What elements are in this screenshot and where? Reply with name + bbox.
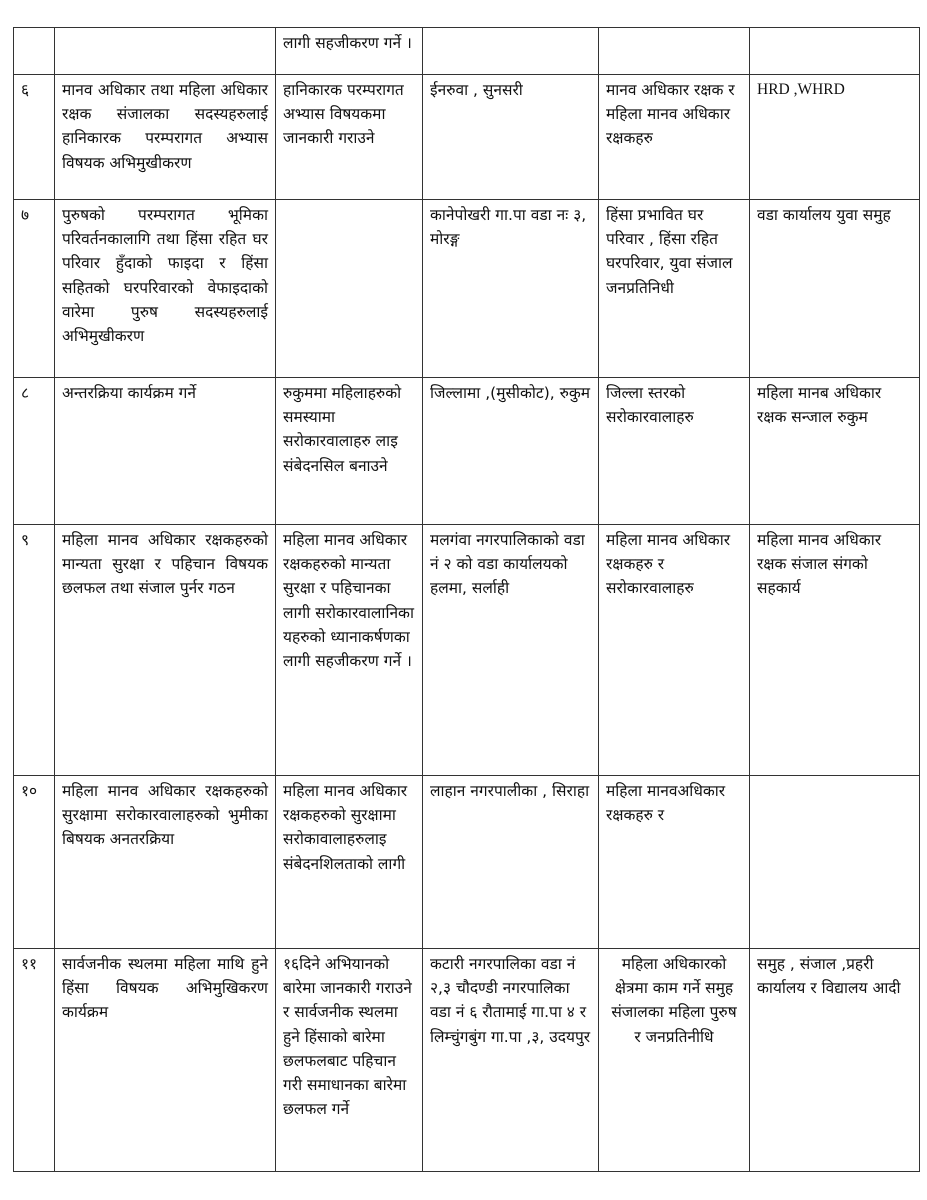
target-group-cell: जिल्ला स्तरको सरोकारवालाहरु	[599, 378, 750, 525]
row-number: ८	[14, 378, 55, 525]
row-number	[14, 28, 55, 75]
location-cell: कानेपोखरी गा.पा वडा नः ३, मोरङ्ग	[423, 200, 599, 378]
target-group-cell	[599, 28, 750, 75]
location-cell: जिल्लामा ,(मुसीकोट), रुकुम	[423, 378, 599, 525]
activity-table	[13, 27, 920, 1172]
activity-cell	[55, 28, 276, 75]
table-row	[14, 28, 920, 75]
partner-cell: वडा कार्यालय युवा समुह	[750, 200, 920, 378]
location-cell	[423, 28, 599, 75]
partner-cell	[750, 776, 920, 949]
purpose-cell: लागी सहजीकरण गर्ने ।	[276, 28, 423, 75]
row-number: ९	[14, 525, 55, 776]
location-cell: ईनरुवा , सुनसरी	[423, 75, 599, 200]
target-group-cell: मानव अधिकार रक्षक र महिला मानव अधिकार रक्षकहरु	[599, 75, 750, 200]
partner-cell: HRD ,WHRD	[750, 75, 920, 200]
table-row	[14, 75, 920, 200]
row-number: १०	[14, 776, 55, 949]
target-group-cell: महिला मानवअधिकार रक्षकहरु र	[599, 776, 750, 949]
purpose-cell: महिला मानव अधिकार रक्षकहरुको मान्यता सुरक्षा र पहिचानका लागी सरोकारवालानिका यहरुको ध्यानाकर्षणका लागी सहजीकरण गर्ने ।	[276, 525, 423, 776]
target-group-cell: हिंसा प्रभावित घर परिवार , हिंसा रहित घरपरिवार, युवा संजाल जनप्रतिनिधी	[599, 200, 750, 378]
location-cell: मलगंवा नगरपालिकाको वडा नं २ को वडा कार्यालयको हलमा, सर्लाही	[423, 525, 599, 776]
row-number: ६	[14, 75, 55, 200]
row-number: ७	[14, 200, 55, 378]
purpose-cell: १६दिने अभियानको बारेमा जानकारी गराउने र सार्वजनीक स्थलमा हुने हिंसाको बारेमा छलफलबाट पहिचान गरी समाधानका बारेमा छलफल गर्ने	[276, 949, 423, 1172]
table-row	[14, 378, 920, 525]
activity-cell: महिला मानव अधिकार रक्षकहरुको मान्यता सुरक्षा र पहिचान विषयक छलफल तथा संजाल पुर्नर गठन	[55, 525, 276, 776]
table-row	[14, 776, 920, 949]
partner-cell: समुह , संजाल ,प्रहरी कार्यालय र विद्यालय आदी	[750, 949, 920, 1172]
table-row	[14, 525, 920, 776]
activity-cell: सार्वजनीक स्थलमा महिला माथि हुने हिंसा विषयक अभिमुखिकरण कार्यक्रम	[55, 949, 276, 1172]
location-cell: लाहान नगरपालीका , सिराहा	[423, 776, 599, 949]
row-number: ११	[14, 949, 55, 1172]
target-group-cell: महिला मानव अधिकार रक्षकहरु र सरोकारवालाहरु	[599, 525, 750, 776]
activity-cell: मानव अधिकार तथा महिला अधिकार रक्षक संजालका सदस्यहरुलाई हानिकारक परम्परागत अभ्यास विषयक अभिमुखीकरण	[55, 75, 276, 200]
table-row	[14, 200, 920, 378]
partner-cell: महिला मानव अधिकार रक्षक संजाल संगको सहकार्य	[750, 525, 920, 776]
activity-cell: अन्तरक्रिया कार्यक्रम गर्ने	[55, 378, 276, 525]
partner-cell	[750, 28, 920, 75]
purpose-cell	[276, 200, 423, 378]
activity-cell: पुरुषको परम्परागत भूमिका परिवर्तनकालागि तथा हिंसा रहित घर परिवार हुँदाको फाइदा र हिंसा सहितको घरपरिवारको वेफाइदाको वारेमा पुरुष सदस्यहरुलाई अभिमुखीकरण	[55, 200, 276, 378]
partner-cell: महिला मानब अधिकार रक्षक सन्जाल रुकुम	[750, 378, 920, 525]
target-group-cell: महिला अधिकारको क्षेत्रमा काम गर्ने समुह संजालका महिला पुरुष र जनप्रतिनीधि	[599, 949, 750, 1172]
location-cell: कटारी नगरपालिका वडा नं २,३ चौदण्डी नगरपालिका वडा नं ६ रौतामाई गा.पा ४ र लिम्चुंगबुंग गा.पा ,३, उदयपुर	[423, 949, 599, 1172]
purpose-cell: हानिकारक परम्परागत अभ्यास विषयकमा जानकारी गराउने	[276, 75, 423, 200]
activity-cell: महिला मानव अधिकार रक्षकहरुको सुरक्षामा सरोकारवालाहरुको भुमीका बिषयक अनतरक्रिया	[55, 776, 276, 949]
table-row	[14, 949, 920, 1172]
purpose-cell: महिला मानव अधिकार रक्षकहरुको सुरक्षामा सरोकावालाहरुलाइ संबेदनशिलताको लागी	[276, 776, 423, 949]
purpose-cell: रुकुममा महिलाहरुको समस्यामा सरोकारवालाहरु लाइ संबेदनसिल बनाउने	[276, 378, 423, 525]
